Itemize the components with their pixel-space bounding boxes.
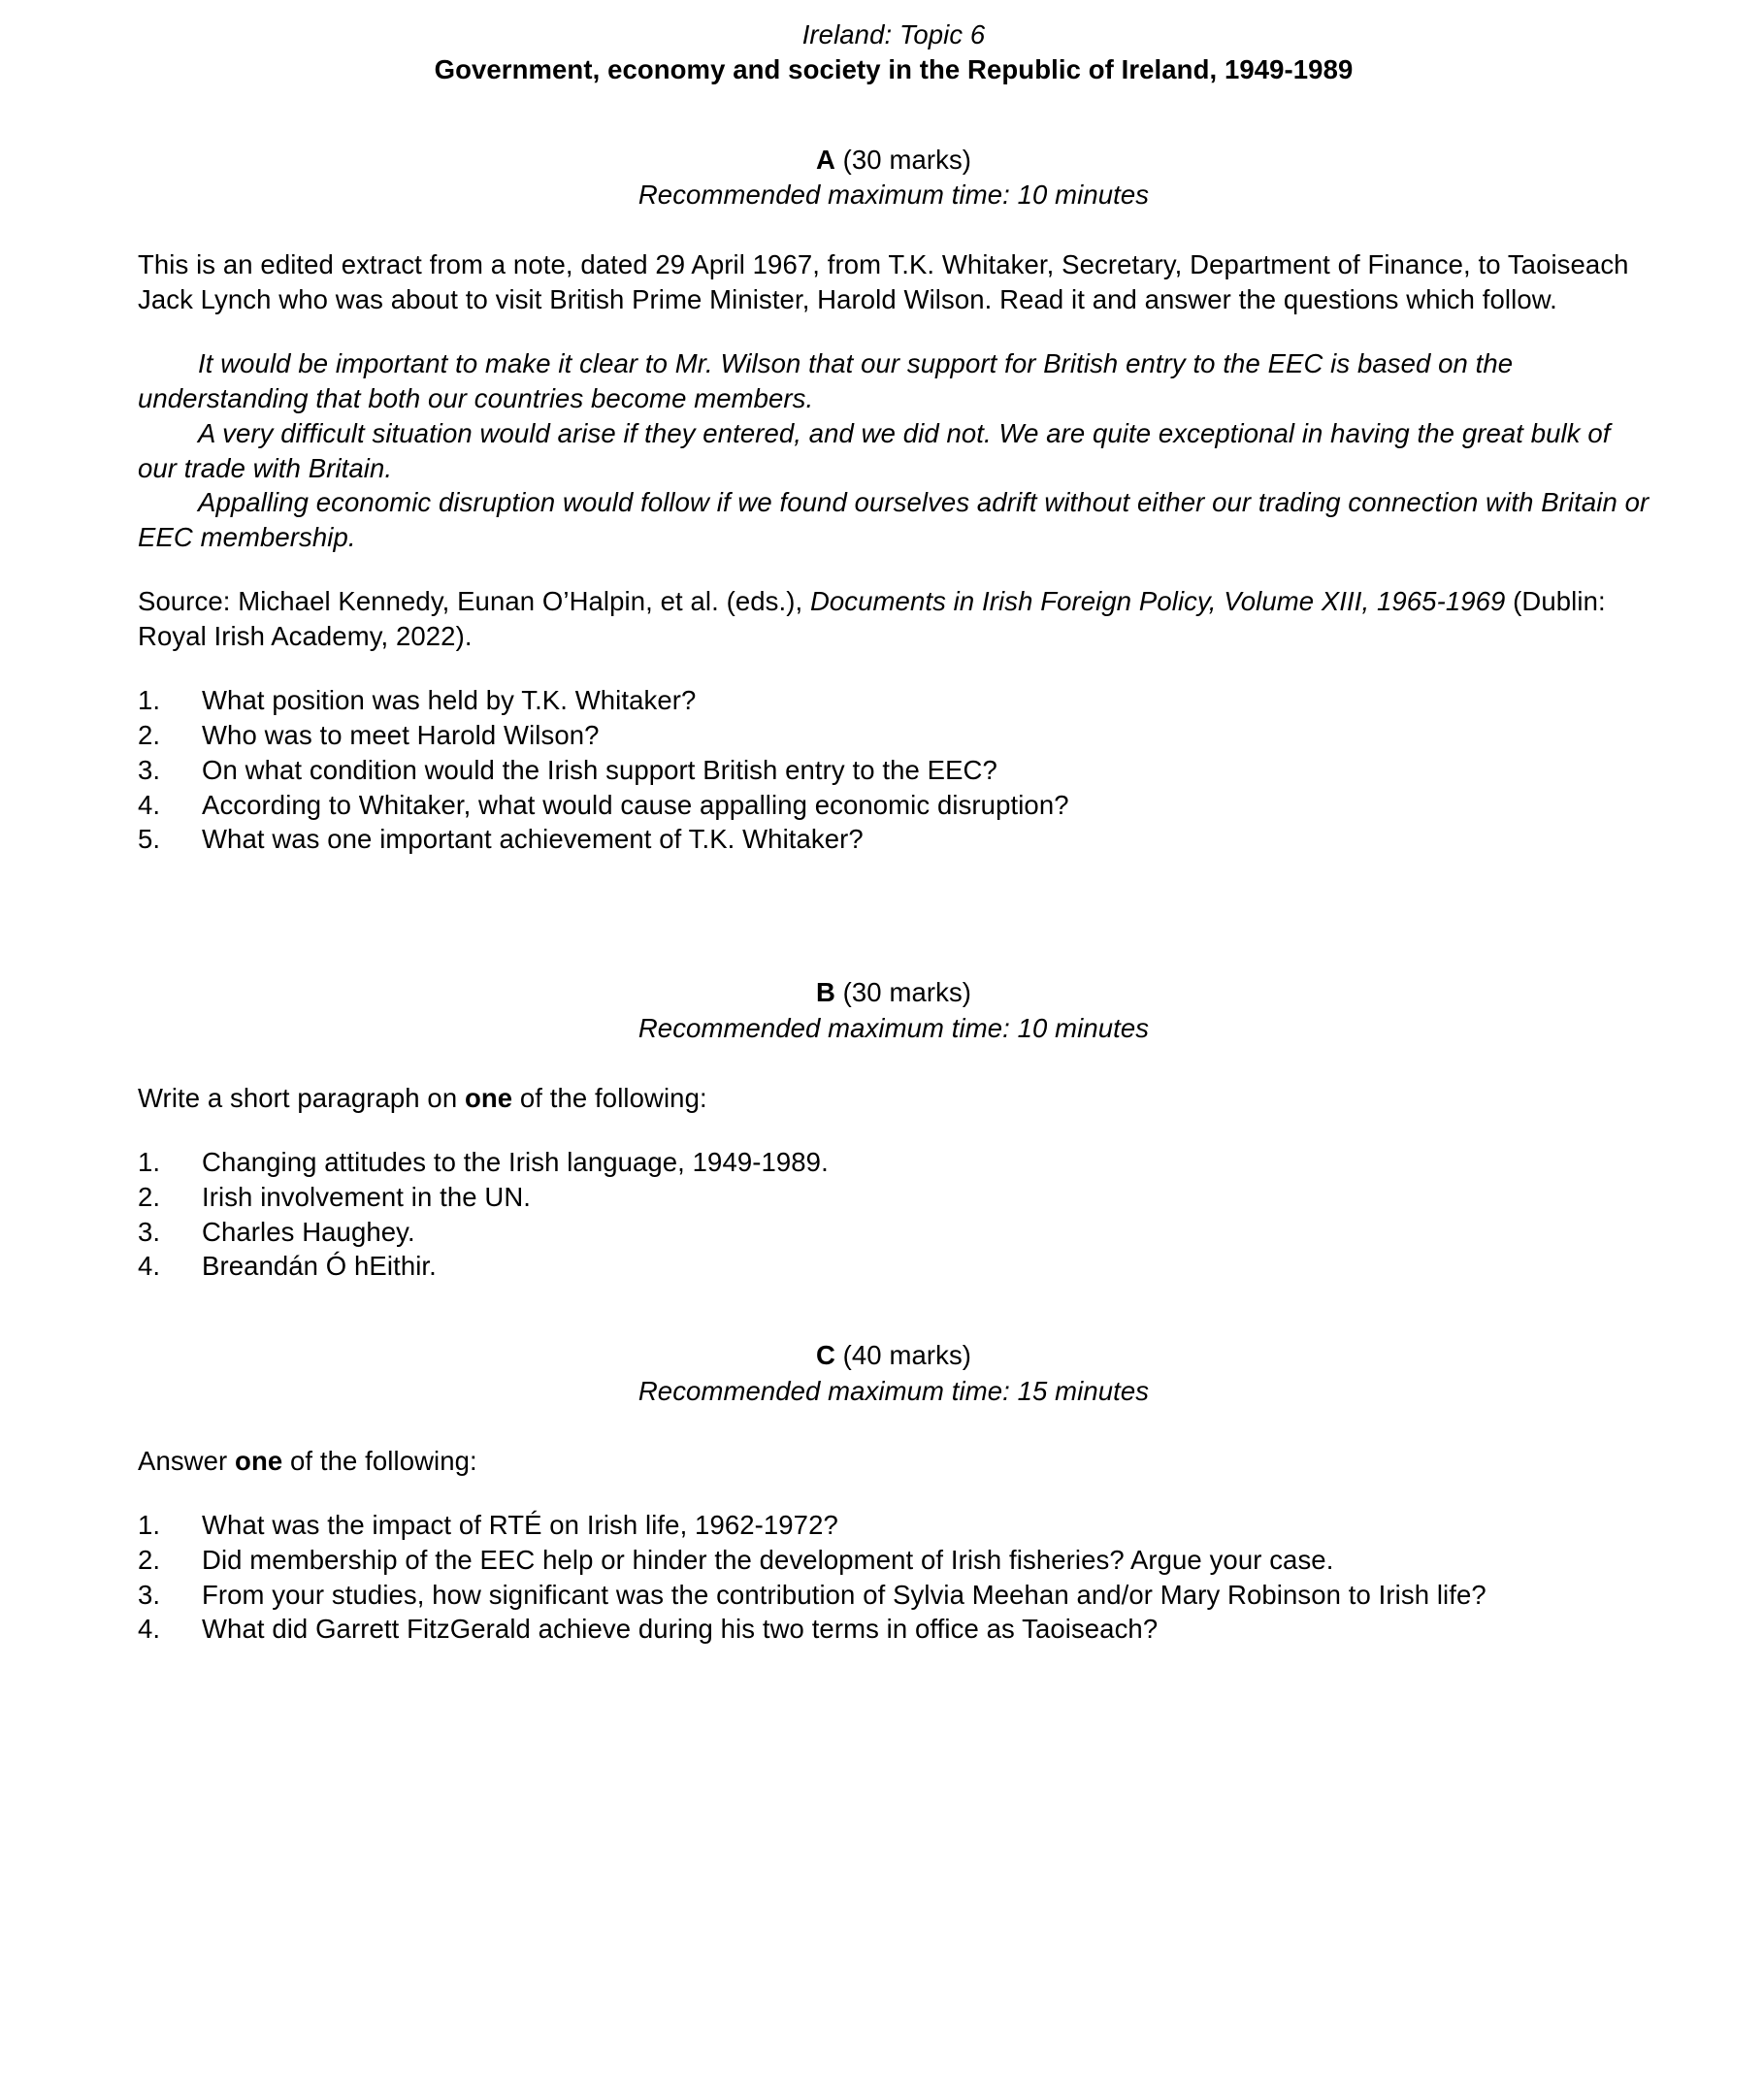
section-c-time: Recommended maximum time: 15 minutes [637,1375,1150,1406]
list-item-text: Who was to meet Harold Wilson? [202,719,600,750]
list-item-text: Irish involvement in the UN. [202,1181,532,1212]
list-item [138,1215,1650,1250]
list-item-text: From your studies, how significant was the contribution of Sylvia Meehan and/or Mary Robinson to Irish life? [202,1579,1486,1610]
list-item [138,1543,1650,1578]
list-item [138,1249,1650,1284]
source-extract [138,346,1650,555]
section-b-letter: B [815,977,835,1008]
list-item-number: 5. [138,824,161,855]
topic-line: Ireland: Topic 6 [801,19,986,49]
instruction-emphasis: one [235,1445,283,1476]
source-citation [138,584,1650,654]
list-item-text: What did Garrett FitzGerald achieve during his two terms in office as Taoiseach? [202,1614,1159,1645]
spacer [138,1284,1650,1338]
section-a-heading [138,143,1650,178]
list-item-text: Charles Haughey. [202,1216,415,1247]
list-item [138,753,1650,788]
spacer [138,1479,1650,1508]
instruction-prefix: Write a short paragraph on [138,1082,465,1113]
list-item-text: What was the impact of RTÉ on Irish life, 1962-1972? [202,1509,838,1540]
spacer [138,1116,1650,1145]
list-item-number: 4. [138,789,161,820]
instruction-emphasis: one [464,1082,513,1113]
document-body [138,17,1650,1647]
section-c-heading [138,1338,1650,1373]
list-item [138,1612,1650,1647]
section-c-letter: C [815,1340,835,1371]
source-prefix: Source: Michael Kennedy, Eunan O’Halpin, et al. (eds.), [138,586,810,617]
spacer [138,555,1650,584]
section-a-time: Recommended maximum time: 10 minutes [637,179,1150,210]
section-c-instruction [138,1444,1650,1479]
instruction-suffix: of the following: [512,1082,707,1113]
source-title: Documents in Irish Foreign Policy, Volume XIII, 1965-1969 [809,586,1506,617]
spacer [138,88,1650,143]
section-b-question-list [138,1145,1650,1285]
list-item-number: 2. [138,1544,161,1575]
spacer [138,857,1650,958]
section-c-question-list [138,1508,1650,1648]
list-item-number: 2. [138,719,161,750]
list-item-number: 2. [138,1181,161,1212]
list-item [138,1508,1650,1543]
document-header [138,17,1650,88]
spacer [138,1046,1650,1081]
section-a-marks: (30 marks) [842,144,972,175]
list-item-number: 4. [138,1614,161,1645]
section-b-heading [138,975,1650,1010]
extract-paragraph-text: Appalling economic disruption would follow if we found ourselves adrift without either our trading connection with Britain or EEC membership. [138,487,1650,553]
list-item-number: 1. [138,1146,161,1177]
page-title: Government, economy and society in the Republic of Ireland, 1949-1989 [434,54,1354,85]
list-item-text: On what condition would the Irish support British entry to the EEC? [202,754,997,785]
section-b-time: Recommended maximum time: 10 minutes [637,1012,1150,1043]
extract-paragraph [138,346,1650,416]
list-item-text: Changing attitudes to the Irish language, 1949-1989. [202,1146,829,1177]
list-item-text: Did membership of the EEC help or hinder the development of Irish fisheries? Argue your case. [202,1544,1334,1575]
list-item [138,788,1650,823]
instruction-suffix: of the following: [282,1445,477,1476]
section-a-letter: A [815,144,835,175]
section-b-instruction [138,1081,1650,1116]
source-suffix: (Dublin: Royal Irish Academy, 2022). [138,586,1606,652]
list-item [138,718,1650,753]
extract-paragraph-text: It would be important to make it clear to Mr. Wilson that our support for British entry to the EEC is based on the understanding that both our countries become members. [138,347,1514,413]
section-c-marks: (40 marks) [842,1340,972,1371]
extract-paragraph [138,416,1650,486]
list-item [138,1180,1650,1215]
list-item-number: 3. [138,754,161,785]
list-item-text: Breandán Ó hEithir. [202,1251,437,1282]
spacer [138,1409,1650,1444]
list-item-number: 3. [138,1216,161,1247]
list-item [138,683,1650,718]
list-item-text: What was one important achievement of T.K. Whitaker? [202,824,864,855]
extract-paragraph [138,485,1650,555]
spacer [138,212,1650,247]
spacer [138,654,1650,683]
list-item [138,822,1650,857]
spacer [138,317,1650,346]
list-item-number: 1. [138,684,161,715]
section-b-marks: (30 marks) [842,977,972,1008]
list-item-number: 3. [138,1579,161,1610]
list-item-text: According to Whitaker, what would cause appalling economic disruption? [202,789,1069,820]
list-item [138,1578,1650,1613]
section-a-intro: This is an edited extract from a note, dated 29 April 1967, from T.K. Whitaker, Secretary, Department of Finance, to Taoiseach Jack Lynch who was about to visit British Prime Minister, Harold Wilson. Read it and answer the questions which follow. [138,249,1629,315]
section-a-question-list [138,683,1650,857]
list-item-number: 4. [138,1251,161,1282]
spacer [138,958,1650,975]
list-item [138,1145,1650,1180]
list-item-text: What position was held by T.K. Whitaker? [202,684,697,715]
instruction-prefix: Answer [138,1445,236,1476]
list-item-number: 1. [138,1509,161,1540]
extract-paragraph-text: A very difficult situation would arise if they entered, and we did not. We are quite exceptional in having the great bulk of our trade with Britain. [138,417,1611,483]
